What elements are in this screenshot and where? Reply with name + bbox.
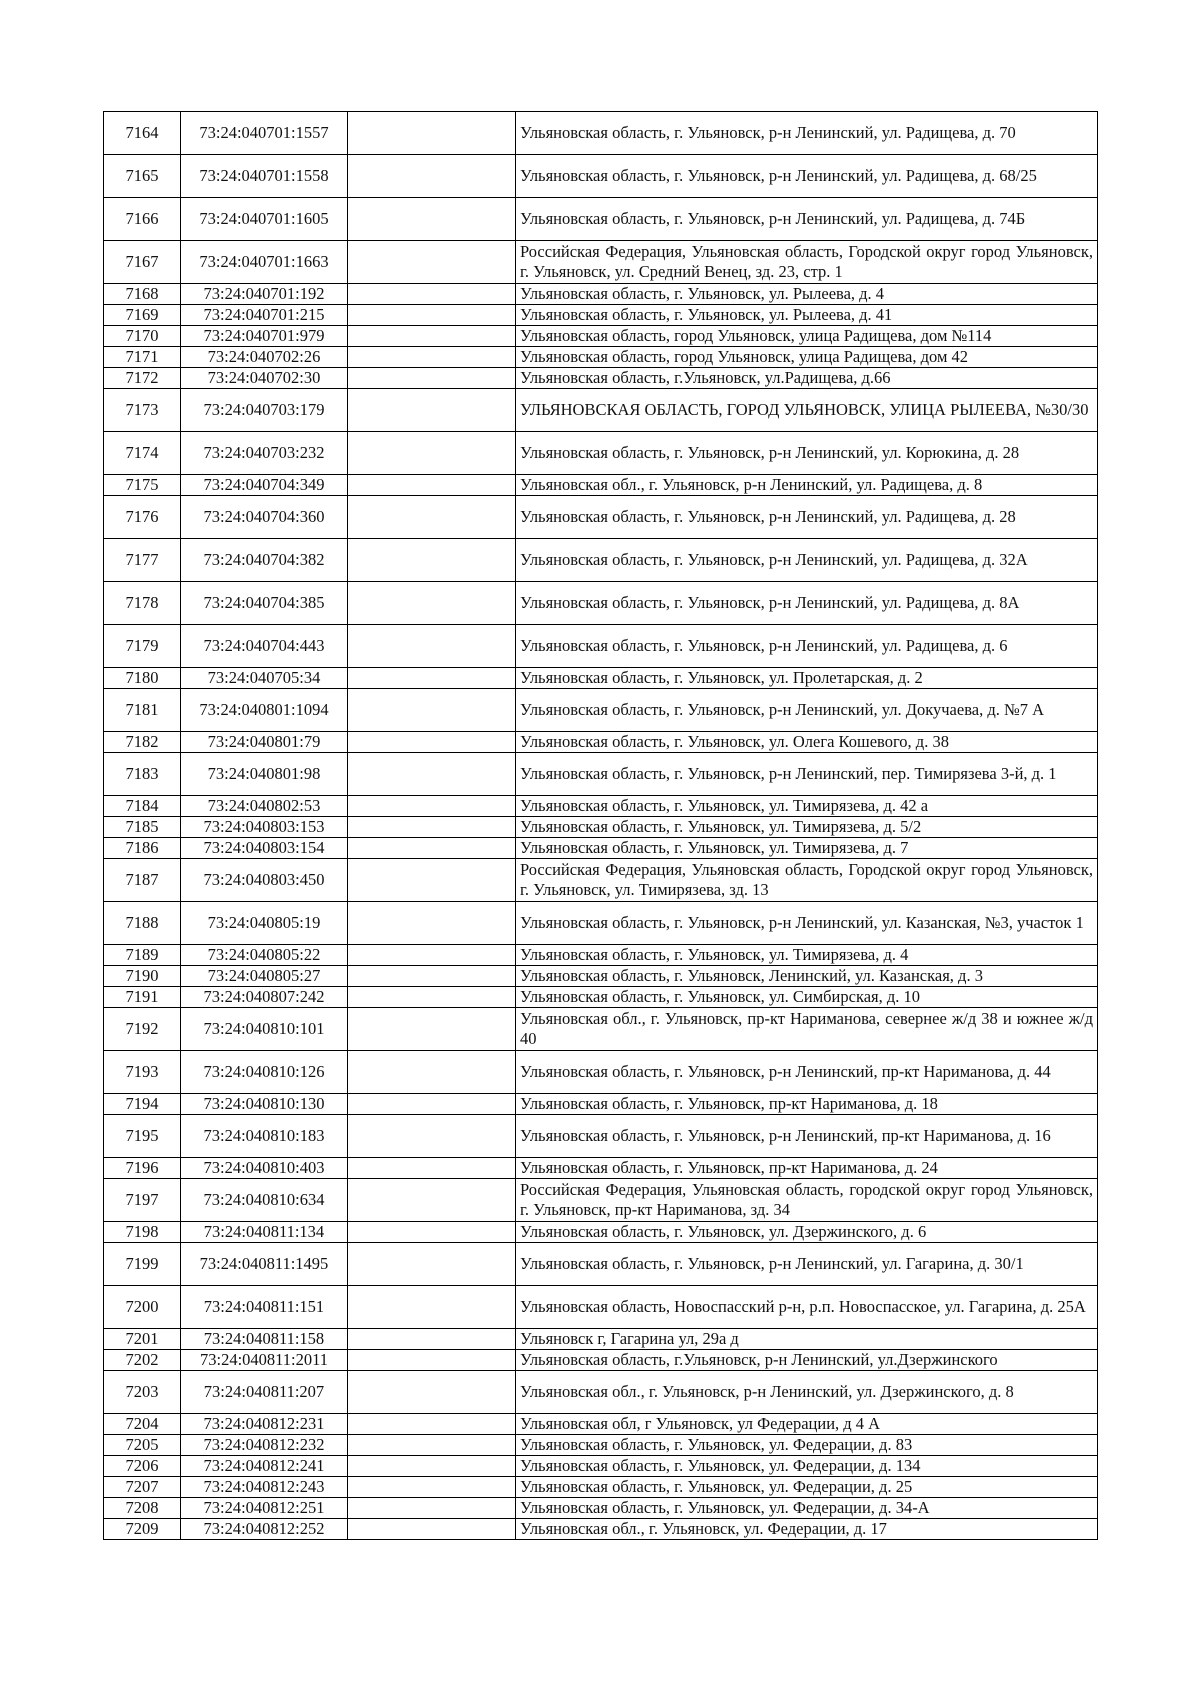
row-number: 7174	[104, 432, 181, 475]
empty-cell	[348, 1243, 516, 1286]
row-number: 7169	[104, 305, 181, 326]
table-row	[104, 668, 1098, 689]
empty-cell	[348, 987, 516, 1008]
table-row	[104, 326, 1098, 347]
cadastral-number: 73:24:040702:26	[181, 347, 348, 368]
cadastral-number: 73:24:040701:192	[181, 284, 348, 305]
cadastral-number: 73:24:040701:1557	[181, 112, 348, 155]
empty-cell	[348, 582, 516, 625]
cadastral-number: 73:24:040801:98	[181, 753, 348, 796]
cadastral-number: 73:24:040812:241	[181, 1456, 348, 1477]
cadastral-number: 73:24:040701:1605	[181, 198, 348, 241]
table-row	[104, 859, 1098, 902]
table-row	[104, 198, 1098, 241]
table-row	[104, 625, 1098, 668]
row-number: 7194	[104, 1094, 181, 1115]
address: Ульяновская область, г. Ульяновск, р-н Ленинский, пер. Тимирязева 3-й, д. 1	[516, 753, 1098, 796]
empty-cell	[348, 368, 516, 389]
address: Ульяновская область, г. Ульяновск, ул. Тимирязева, д. 5/2	[516, 817, 1098, 838]
address: Ульяновская область, г. Ульяновск, р-н Ленинский, ул. Радищева, д. 8А	[516, 582, 1098, 625]
cadastral-number: 73:24:040812:252	[181, 1519, 348, 1540]
address: Ульяновская область, г. Ульяновск, р-н Ленинский, пр-кт Нариманова, д. 44	[516, 1051, 1098, 1094]
row-number: 7187	[104, 859, 181, 902]
row-number: 7183	[104, 753, 181, 796]
table-row	[104, 796, 1098, 817]
empty-cell	[348, 241, 516, 284]
table-row	[104, 1498, 1098, 1519]
address: Ульяновская обл., г. Ульяновск, р-н Ленинский, ул. Дзержинского, д. 8	[516, 1371, 1098, 1414]
empty-cell	[348, 432, 516, 475]
empty-cell	[348, 1456, 516, 1477]
address: Ульяновская область, г. Ульяновск, р-н Ленинский, ул. Докучаева, д. №7 А	[516, 689, 1098, 732]
empty-cell	[348, 539, 516, 582]
empty-cell	[348, 284, 516, 305]
row-number: 7195	[104, 1115, 181, 1158]
table-row	[104, 1179, 1098, 1222]
table-row	[104, 1371, 1098, 1414]
cadastral-number: 73:24:040703:232	[181, 432, 348, 475]
empty-cell	[348, 945, 516, 966]
empty-cell	[348, 1519, 516, 1540]
empty-cell	[348, 389, 516, 432]
address: Ульяновская область, г. Ульяновск, Ленинский, ул. Казанская, д. 3	[516, 966, 1098, 987]
table-row	[104, 1115, 1098, 1158]
row-number: 7167	[104, 241, 181, 284]
empty-cell	[348, 1350, 516, 1371]
address: Ульяновск г, Гагарина ул, 29а д	[516, 1329, 1098, 1350]
cadastral-number: 73:24:040812:231	[181, 1414, 348, 1435]
row-number: 7196	[104, 1158, 181, 1179]
address: Ульяновская область, г. Ульяновск, ул. Дзержинского, д. 6	[516, 1222, 1098, 1243]
row-number: 7175	[104, 475, 181, 496]
address: Ульяновская обл, г Ульяновск, ул Федерации, д 4 А	[516, 1414, 1098, 1435]
address: Ульяновская область, г. Ульяновск, р-н Ленинский, ул. Казанская, №3, участок 1	[516, 902, 1098, 945]
empty-cell	[348, 155, 516, 198]
table-row	[104, 987, 1098, 1008]
table-row	[104, 817, 1098, 838]
table-row	[104, 1414, 1098, 1435]
table-row	[104, 838, 1098, 859]
cadastral-number: 73:24:040807:242	[181, 987, 348, 1008]
empty-cell	[348, 1477, 516, 1498]
cadastral-number: 73:24:040702:30	[181, 368, 348, 389]
empty-cell	[348, 1286, 516, 1329]
address: Ульяновская обл., г. Ульяновск, ул. Федерации, д. 17	[516, 1519, 1098, 1540]
row-number: 7165	[104, 155, 181, 198]
row-number: 7186	[104, 838, 181, 859]
empty-cell	[348, 1051, 516, 1094]
row-number: 7206	[104, 1456, 181, 1477]
address: Ульяновская область, город Ульяновск, улица Радищева, дом 42	[516, 347, 1098, 368]
empty-cell	[348, 1008, 516, 1051]
cadastral-number: 73:24:040701:215	[181, 305, 348, 326]
empty-cell	[348, 625, 516, 668]
cadastral-number: 73:24:040811:158	[181, 1329, 348, 1350]
table-row	[104, 432, 1098, 475]
address: УЛЬЯНОВСКАЯ ОБЛАСТЬ, ГОРОД УЛЬЯНОВСК, УЛИЦА РЫЛЕЕВА, №30/30	[516, 389, 1098, 432]
table-row	[104, 1286, 1098, 1329]
cadastral-number: 73:24:040703:179	[181, 389, 348, 432]
empty-cell	[348, 347, 516, 368]
table-row	[104, 496, 1098, 539]
cadastral-number: 73:24:040810:101	[181, 1008, 348, 1051]
table-row	[104, 1350, 1098, 1371]
address: Российская Федерация, Ульяновская область, Городской округ город Ульяновск, г. Ульяновск, ул. Тимирязева, зд. 13	[516, 859, 1098, 902]
row-number: 7172	[104, 368, 181, 389]
cadastral-table	[103, 111, 1098, 1540]
row-number: 7179	[104, 625, 181, 668]
address: Ульяновская область, г. Ульяновск, р-н Ленинский, ул. Радищева, д. 32А	[516, 539, 1098, 582]
address: Ульяновская обл., г. Ульяновск, р-н Ленинский, ул. Радищева, д. 8	[516, 475, 1098, 496]
empty-cell	[348, 326, 516, 347]
address: Ульяновская область, г. Ульяновск, ул. Олега Кошевого, д. 38	[516, 732, 1098, 753]
empty-cell	[348, 475, 516, 496]
table-row	[104, 689, 1098, 732]
address: Ульяновская область, г. Ульяновск, р-н Ленинский, пр-кт Нариманова, д. 16	[516, 1115, 1098, 1158]
row-number: 7180	[104, 668, 181, 689]
cadastral-number: 73:24:040803:153	[181, 817, 348, 838]
table-row	[104, 305, 1098, 326]
row-number: 7203	[104, 1371, 181, 1414]
table-row	[104, 966, 1098, 987]
row-number: 7184	[104, 796, 181, 817]
address: Ульяновская область, г. Ульяновск, р-н Ленинский, ул. Радищева, д. 70	[516, 112, 1098, 155]
empty-cell	[348, 112, 516, 155]
table-row	[104, 902, 1098, 945]
empty-cell	[348, 1498, 516, 1519]
address: Ульяновская область, г. Ульяновск, р-н Ленинский, ул. Радищева, д. 68/25	[516, 155, 1098, 198]
table-row	[104, 1222, 1098, 1243]
table-row	[104, 1435, 1098, 1456]
empty-cell	[348, 838, 516, 859]
row-number: 7185	[104, 817, 181, 838]
empty-cell	[348, 966, 516, 987]
empty-cell	[348, 1115, 516, 1158]
empty-cell	[348, 1371, 516, 1414]
row-number: 7188	[104, 902, 181, 945]
empty-cell	[348, 859, 516, 902]
empty-cell	[348, 796, 516, 817]
cadastral-number: 73:24:040810:634	[181, 1179, 348, 1222]
row-number: 7197	[104, 1179, 181, 1222]
address: Ульяновская область, г. Ульяновск, ул. Федерации, д. 83	[516, 1435, 1098, 1456]
row-number: 7204	[104, 1414, 181, 1435]
row-number: 7189	[104, 945, 181, 966]
empty-cell	[348, 1179, 516, 1222]
row-number: 7168	[104, 284, 181, 305]
table-row	[104, 945, 1098, 966]
cadastral-number: 73:24:040805:27	[181, 966, 348, 987]
cadastral-number: 73:24:040803:154	[181, 838, 348, 859]
table-row	[104, 1329, 1098, 1350]
cadastral-number: 73:24:040701:979	[181, 326, 348, 347]
cadastral-number: 73:24:040811:207	[181, 1371, 348, 1414]
cadastral-number: 73:24:040812:251	[181, 1498, 348, 1519]
empty-cell	[348, 732, 516, 753]
cadastral-number: 73:24:040803:450	[181, 859, 348, 902]
row-number: 7191	[104, 987, 181, 1008]
row-number: 7199	[104, 1243, 181, 1286]
address: Ульяновская область, г. Ульяновск, р-н Ленинский, ул. Гагарина, д. 30/1	[516, 1243, 1098, 1286]
table-row	[104, 241, 1098, 284]
table-row	[104, 1477, 1098, 1498]
cadastral-number: 73:24:040811:1495	[181, 1243, 348, 1286]
row-number: 7209	[104, 1519, 181, 1540]
row-number: 7166	[104, 198, 181, 241]
address: Ульяновская область, г. Ульяновск, ул. Федерации, д. 25	[516, 1477, 1098, 1498]
address: Ульяновская область, г. Ульяновск, ул. Пролетарская, д. 2	[516, 668, 1098, 689]
empty-cell	[348, 1222, 516, 1243]
table-row	[104, 284, 1098, 305]
table-row	[104, 539, 1098, 582]
address: Ульяновская область, Новоспасский р-н, р.п. Новоспасское, ул. Гагарина, д. 25А	[516, 1286, 1098, 1329]
cadastral-number: 73:24:040812:232	[181, 1435, 348, 1456]
row-number: 7192	[104, 1008, 181, 1051]
cadastral-number: 73:24:040704:382	[181, 539, 348, 582]
row-number: 7201	[104, 1329, 181, 1350]
cadastral-number: 73:24:040810:130	[181, 1094, 348, 1115]
empty-cell	[348, 496, 516, 539]
address: Ульяновская область, г. Ульяновск, р-н Ленинский, ул. Корюкина, д. 28	[516, 432, 1098, 475]
table-row	[104, 1158, 1098, 1179]
row-number: 7170	[104, 326, 181, 347]
cadastral-number: 73:24:040705:34	[181, 668, 348, 689]
cadastral-number: 73:24:040704:443	[181, 625, 348, 668]
cadastral-number: 73:24:040701:1663	[181, 241, 348, 284]
row-number: 7173	[104, 389, 181, 432]
row-number: 7177	[104, 539, 181, 582]
address: Российская Федерация, Ульяновская область, городской округ город Ульяновск, г. Ульяновск, пр-кт Нариманова, зд. 34	[516, 1179, 1098, 1222]
empty-cell	[348, 1158, 516, 1179]
cadastral-number: 73:24:040802:53	[181, 796, 348, 817]
cadastral-number: 73:24:040801:1094	[181, 689, 348, 732]
empty-cell	[348, 1094, 516, 1115]
row-number: 7202	[104, 1350, 181, 1371]
cadastral-number: 73:24:040704:360	[181, 496, 348, 539]
empty-cell	[348, 1435, 516, 1456]
empty-cell	[348, 668, 516, 689]
empty-cell	[348, 689, 516, 732]
row-number: 7178	[104, 582, 181, 625]
table-row	[104, 1243, 1098, 1286]
address: Ульяновская область, город Ульяновск, улица Радищева, дом №114	[516, 326, 1098, 347]
address: Ульяновская область, г. Ульяновск, ул. Тимирязева, д. 4	[516, 945, 1098, 966]
cadastral-number: 73:24:040704:385	[181, 582, 348, 625]
address: Ульяновская область, г.Ульяновск, р-н Ленинский, ул.Дзержинского	[516, 1350, 1098, 1371]
empty-cell	[348, 1414, 516, 1435]
table-row	[104, 1008, 1098, 1051]
address: Российская Федерация, Ульяновская область, Городской округ город Ульяновск, г. Ульяновск, ул. Средний Венец, зд. 23, стр. 1	[516, 241, 1098, 284]
address: Ульяновская область, г.Ульяновск, ул.Радищева, д.66	[516, 368, 1098, 389]
row-number: 7176	[104, 496, 181, 539]
address: Ульяновская область, г. Ульяновск, ул. Тимирязева, д. 42 а	[516, 796, 1098, 817]
address: Ульяновская область, г. Ульяновск, ул. Федерации, д. 134	[516, 1456, 1098, 1477]
empty-cell	[348, 305, 516, 326]
row-number: 7208	[104, 1498, 181, 1519]
cadastral-number: 73:24:040805:22	[181, 945, 348, 966]
address: Ульяновская обл., г. Ульяновск, пр-кт Нариманова, севернее ж/д 38 и южнее ж/д 40	[516, 1008, 1098, 1051]
cadastral-number: 73:24:040811:151	[181, 1286, 348, 1329]
cadastral-number: 73:24:040805:19	[181, 902, 348, 945]
address: Ульяновская область, г. Ульяновск, р-н Ленинский, ул. Радищева, д. 6	[516, 625, 1098, 668]
table-row	[104, 753, 1098, 796]
address: Ульяновская область, г. Ульяновск, пр-кт Нариманова, д. 24	[516, 1158, 1098, 1179]
address: Ульяновская область, г. Ульяновск, ул. Рылеева, д. 41	[516, 305, 1098, 326]
row-number: 7171	[104, 347, 181, 368]
address: Ульяновская область, г. Ульяновск, р-н Ленинский, ул. Радищева, д. 74Б	[516, 198, 1098, 241]
cadastral-number: 73:24:040701:1558	[181, 155, 348, 198]
row-number: 7205	[104, 1435, 181, 1456]
table-body	[104, 112, 1098, 1540]
cadastral-number: 73:24:040810:403	[181, 1158, 348, 1179]
table-row	[104, 389, 1098, 432]
empty-cell	[348, 198, 516, 241]
empty-cell	[348, 817, 516, 838]
table-row	[104, 368, 1098, 389]
address: Ульяновская область, г. Ульяновск, ул. Рылеева, д. 4	[516, 284, 1098, 305]
address: Ульяновская область, г. Ульяновск, пр-кт Нариманова, д. 18	[516, 1094, 1098, 1115]
table-row	[104, 155, 1098, 198]
row-number: 7164	[104, 112, 181, 155]
address: Ульяновская область, г. Ульяновск, р-н Ленинский, ул. Радищева, д. 28	[516, 496, 1098, 539]
empty-cell	[348, 753, 516, 796]
row-number: 7182	[104, 732, 181, 753]
table-row	[104, 347, 1098, 368]
row-number: 7207	[104, 1477, 181, 1498]
cadastral-number: 73:24:040812:243	[181, 1477, 348, 1498]
address: Ульяновская область, г. Ульяновск, ул. Тимирязева, д. 7	[516, 838, 1098, 859]
cadastral-number: 73:24:040801:79	[181, 732, 348, 753]
table-row	[104, 475, 1098, 496]
table-row	[104, 582, 1098, 625]
address: Ульяновская область, г. Ульяновск, ул. Симбирская, д. 10	[516, 987, 1098, 1008]
table-row	[104, 1456, 1098, 1477]
table-row	[104, 1051, 1098, 1094]
row-number: 7200	[104, 1286, 181, 1329]
table-row	[104, 732, 1098, 753]
cadastral-number: 73:24:040810:126	[181, 1051, 348, 1094]
row-number: 7193	[104, 1051, 181, 1094]
row-number: 7181	[104, 689, 181, 732]
cadastral-number: 73:24:040810:183	[181, 1115, 348, 1158]
cadastral-number: 73:24:040811:134	[181, 1222, 348, 1243]
address: Ульяновская область, г. Ульяновск, ул. Федерации, д. 34-А	[516, 1498, 1098, 1519]
cadastral-number: 73:24:040704:349	[181, 475, 348, 496]
table-row	[104, 1094, 1098, 1115]
table-row	[104, 1519, 1098, 1540]
empty-cell	[348, 1329, 516, 1350]
table-row	[104, 112, 1098, 155]
row-number: 7190	[104, 966, 181, 987]
cadastral-number: 73:24:040811:2011	[181, 1350, 348, 1371]
empty-cell	[348, 902, 516, 945]
row-number: 7198	[104, 1222, 181, 1243]
